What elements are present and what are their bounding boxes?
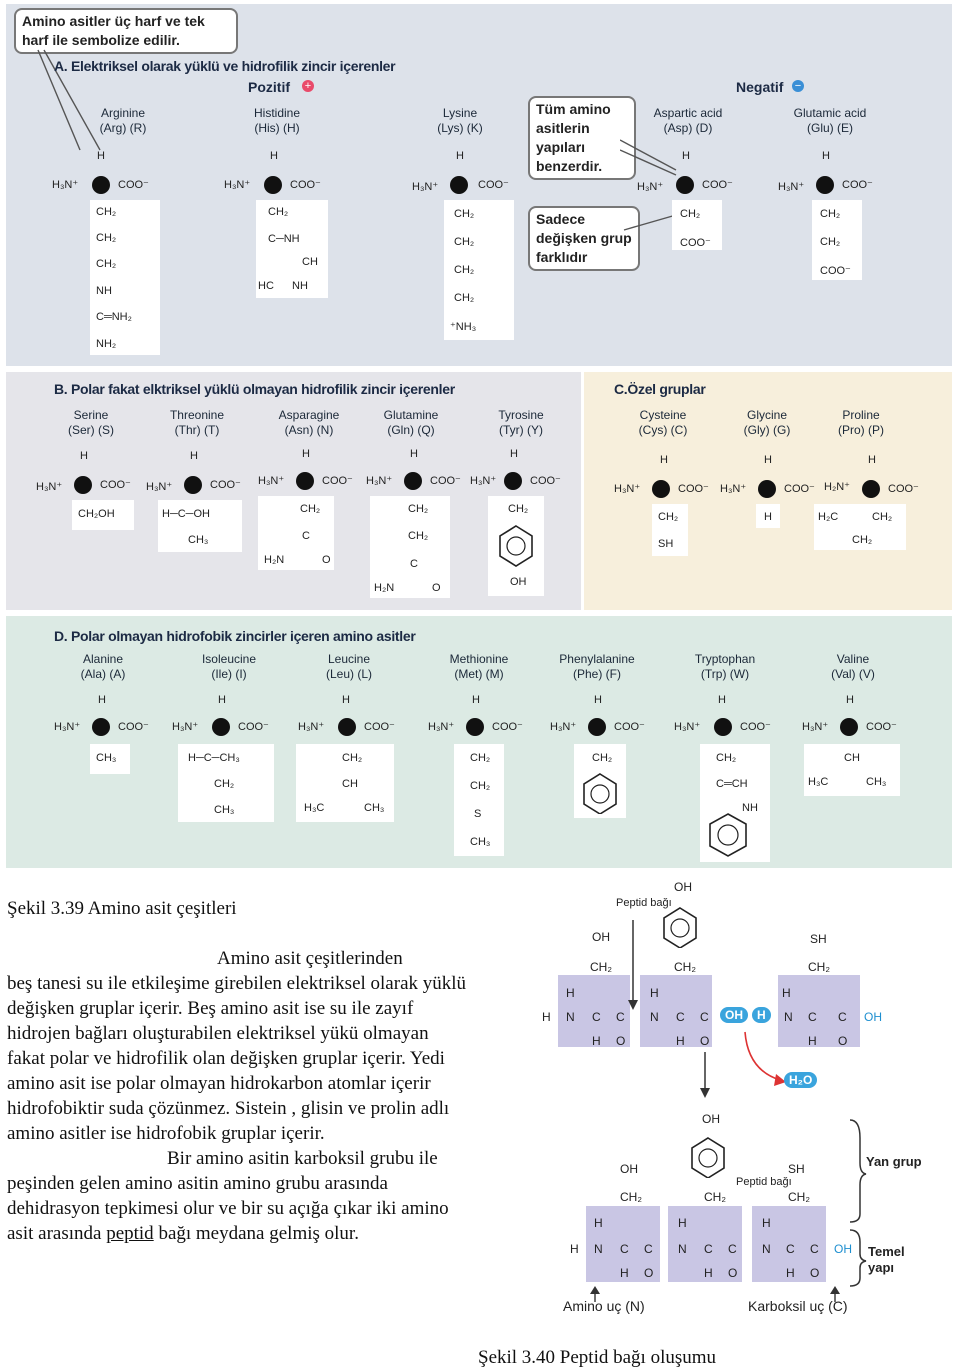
aa-aspartic: Aspartic acid (Asp) (D) [653, 106, 723, 135]
aa-asparagine: Asparagine (Asn) (N) [278, 408, 340, 437]
aa-phenylalanine: Phenylalanine (Phe) (F) [559, 652, 635, 681]
aa-valine: Valine (Val) (V) [831, 652, 875, 681]
side-group-label: Yan grup [866, 1154, 922, 1169]
c-terminus-label: Karboksil uç (C) [748, 1298, 848, 1314]
aa-proline: Proline (Pro) (P) [838, 408, 884, 437]
panel-d-title: D. Polar olmayan hidrofobik zincirler içeren amino asitler [54, 628, 416, 644]
figure-caption-39: Şekil 3.39 Amino asit çeşitleri [7, 898, 237, 919]
figure-caption-40: Şekil 3.40 Peptid bağı oluşumu [478, 1347, 717, 1368]
aa-isoleucine: Isoleucine (Ile) (I) [201, 652, 257, 681]
minus-icon: − [792, 80, 804, 92]
water-bubble: H₂O [784, 1072, 817, 1088]
arrow-down-icon [628, 920, 638, 1012]
callout-variable: Sadece değişken grup farklıdır [528, 206, 640, 271]
peptide-bond-label-bottom: Peptid bağı [736, 1176, 792, 1188]
paragraph-peptide: Bir amino asitin karboksil grubu ile peşinden gelen amino asitin amino grubu arasında dehidrasyon tepkimesi olur ve bir su açığa çıkar iki amino asit arasında peptid bağı meydana gelmiş olur. [7, 1148, 449, 1244]
aa-glycine: Glycine (Gly) (G) [743, 408, 791, 437]
benzene-ring-icon [662, 906, 698, 948]
hydroxyl-bubble: OH [720, 1007, 748, 1023]
panel-c-title: C.Özel gruplar [614, 381, 706, 397]
benzene-ring-icon [498, 524, 534, 568]
aa-glutamine: Glutamine (Gln) (Q) [383, 408, 439, 437]
aa-glutamic: Glutamic acid (Glu) (E) [793, 106, 867, 135]
backbone-label: Temel yapı [868, 1244, 905, 1275]
peptid-underlined: peptid [106, 1223, 154, 1244]
paragraph-intro: Amino asit çeşitlerinden [217, 948, 403, 969]
aa-tryptophan: Tryptophan (Trp) (W) [694, 652, 756, 681]
hydrogen-bubble: H [752, 1007, 771, 1023]
paragraph-groups: beş tanesi su ile etkileşime girebilen elektriksel olarak yüklü değişken gruplar içerir. Beş amino asit ise su ile zayıf hidrojen bağları oluşturabilen elektriksel yükü olmayan fakat polar ve hidrofilik olan değişken gruplar içerir. Yedi amino asit ise polar olmayan hidrokarbon atomlar içerir hidrofobiktir suda çözünmez. Sistein , glisin ve prolin adlı amino asitler ise hidrofobik gruplar içerir. [7, 973, 467, 1144]
aa-arginine: Arginine (Arg) (R) [99, 106, 147, 135]
plus-icon: + [302, 80, 314, 92]
benzene-ring-icon [690, 1136, 726, 1178]
bracket-icon [848, 1118, 868, 1288]
water-release-arrow-icon [740, 1030, 790, 1090]
body-paragraph [7, 946, 467, 1246]
n-terminus-label: Amino uç (N) [563, 1298, 645, 1314]
arrow-down-icon [700, 1052, 710, 1100]
aa-alanine: Alanine (Ala) (A) [80, 652, 126, 681]
benzene-ring-icon [582, 772, 618, 814]
indole-ring-icon [708, 812, 748, 858]
aa-leucine: Leucine (Leu) (L) [325, 652, 372, 681]
callout-similar: Tüm amino asitlerin yapıları benzerdir. [528, 96, 636, 180]
positive-label: Pozitif [248, 79, 290, 95]
aa-serine: Serine (Ser) (S) [68, 408, 114, 437]
aa-methionine: Methionine (Met) (M) [449, 652, 509, 681]
aa-threonine: Threonine (Thr) (T) [169, 408, 225, 437]
peptide-bond-label-top: Peptid bağı [616, 897, 672, 909]
aa-tyrosine: Tyrosine (Tyr) (Y) [498, 408, 544, 437]
negative-label: Negatif [736, 79, 784, 95]
aa-lysine: Lysine (Lys) (K) [437, 106, 483, 135]
aa-cysteine: Cysteine (Cys) (C) [638, 408, 688, 437]
aa-histidine: Histidine (His) (H) [253, 106, 301, 135]
panel-a-title: A. Elektriksel olarak yüklü ve hidrofilik zincir içerenler [54, 58, 396, 74]
callout-symbols: Amino asitler üç harf ve tek harf ile sembolize edilir. [14, 8, 238, 54]
panel-b-title: B. Polar fakat elktriksel yüklü olmayan hidrofilik zincir içerenler [54, 381, 455, 397]
